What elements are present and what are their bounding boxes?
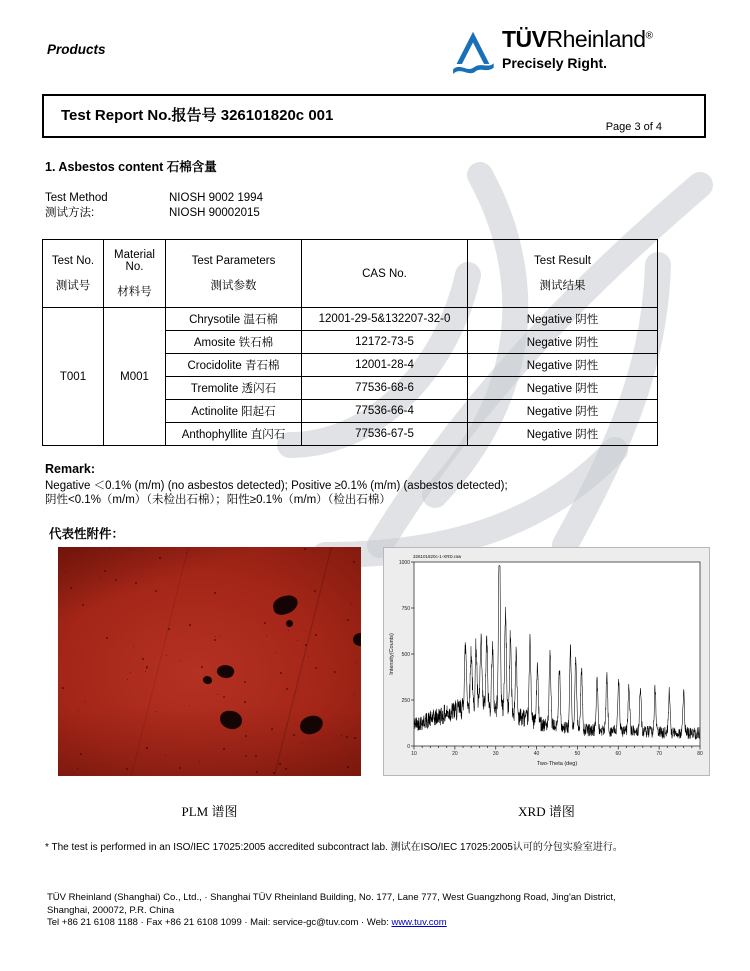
plm-speck	[142, 658, 144, 660]
test-method-value-1: NIOSH 9002 1994	[169, 192, 263, 204]
plm-speck	[356, 662, 357, 663]
plm-speck	[275, 652, 276, 653]
plm-speck	[70, 587, 72, 589]
cell-material-no: M001	[104, 308, 166, 446]
cell-cas: 12001-28-4	[302, 354, 468, 377]
cell-parameter: Crocidolite 青石棉	[166, 354, 302, 377]
plm-speck	[245, 735, 247, 737]
footer-contacts: Tel +86 21 6108 1188 · Fax +86 21 6108 1099 · Mail: service-gc@tuv.com · Web:	[47, 917, 392, 928]
plm-speck	[199, 761, 200, 762]
plm-speck	[293, 734, 295, 736]
plm-speck	[264, 622, 266, 624]
tuv-website-link[interactable]: www.tuv.com	[391, 917, 447, 928]
plm-speck	[104, 570, 106, 572]
plm-speck	[286, 688, 288, 690]
svg-text:500: 500	[401, 651, 410, 658]
plm-speck	[146, 747, 148, 749]
svg-text:40: 40	[533, 751, 540, 757]
plm-speck	[266, 635, 267, 636]
plm-speck	[129, 549, 130, 550]
products-label: Products	[47, 42, 106, 57]
plm-speck	[214, 639, 216, 641]
cell-cas: 12001-29-5&132207-32-0	[302, 308, 468, 331]
cell-result: Negative 阴性	[468, 331, 658, 354]
plm-speck	[115, 579, 117, 581]
plm-speck	[126, 768, 128, 770]
plm-speck	[341, 735, 342, 736]
plm-speck	[133, 646, 134, 647]
plm-speck	[146, 666, 148, 668]
attachment-heading: 代表性附件：	[49, 527, 125, 541]
svg-text:80: 80	[697, 751, 703, 757]
plm-speck	[159, 557, 161, 559]
xrd-chart	[384, 548, 709, 775]
svg-text:Intensity(Counts): Intensity(Counts)	[389, 633, 395, 675]
cell-cas: 77536-67-5	[302, 423, 468, 446]
svg-text:750: 750	[401, 605, 410, 612]
plm-speck	[80, 753, 82, 755]
plm-speck	[354, 694, 355, 695]
plm-speck	[155, 590, 157, 592]
plm-particle	[203, 676, 212, 684]
footer-line-1: TÜV Rheinland (Shanghai) Co., Ltd., · Shanghai TÜV Rheinland Building, No. 177, Lane 777, West Guangzhong Road, Jing'an District,	[47, 892, 616, 903]
plm-speck	[223, 696, 225, 698]
plm-speck	[285, 768, 287, 770]
svg-text:70: 70	[656, 751, 662, 757]
xrd-caption: XRD 谱图	[518, 804, 575, 819]
plm-speck	[106, 637, 108, 639]
cell-parameter: Tremolite 透闪石	[166, 377, 302, 400]
plm-speck	[314, 590, 316, 592]
tuv-rheinland-logo	[450, 28, 652, 80]
plm-speck	[315, 667, 317, 669]
plm-speck	[288, 630, 289, 631]
plm-speck	[220, 635, 221, 636]
plm-speck	[351, 603, 352, 604]
plm-speck	[302, 742, 303, 743]
cell-cas: 77536-68-6	[302, 377, 468, 400]
plm-speck	[223, 748, 225, 750]
plm-speck	[214, 592, 216, 594]
plm-micrograph	[58, 547, 361, 776]
col-material-no: Material No. 材料号	[104, 240, 166, 308]
svg-text:250: 250	[401, 697, 410, 704]
plm-speck	[354, 737, 356, 739]
plm-speck	[273, 772, 275, 774]
footer-address	[47, 892, 616, 930]
svg-text:1000: 1000	[398, 559, 410, 566]
plm-speck	[145, 671, 146, 672]
plm-speck	[179, 767, 181, 769]
cell-parameter: Chrysotile 温石棉	[166, 308, 302, 331]
tuv-triangle-icon	[450, 28, 496, 80]
title-box	[42, 94, 706, 138]
brand-tagline: Precisely Right.	[502, 55, 608, 71]
plm-speck	[315, 634, 317, 636]
table-header-row	[43, 240, 658, 308]
plm-speck	[100, 577, 101, 578]
plm-speck	[305, 644, 307, 646]
plm-speck	[353, 561, 355, 563]
svg-text:0: 0	[407, 743, 410, 750]
plm-speck	[280, 672, 282, 674]
plm-particle	[299, 714, 324, 735]
test-method-value-2: NIOSH 90002015	[169, 206, 260, 219]
plm-particle	[353, 633, 361, 646]
plm-particle	[271, 594, 299, 617]
cell-parameter: Anthophyllite 直闪石	[166, 423, 302, 446]
plm-speck	[168, 628, 170, 630]
plm-speck	[109, 548, 110, 549]
plm-speck	[306, 722, 308, 724]
test-method-label-zh: 测试方法:	[45, 206, 95, 219]
plm-speck	[244, 701, 246, 703]
section-heading: 1. Asbestos content 石棉含量	[45, 160, 217, 174]
report-title: Test Report No.报告号 326101820c 001	[61, 107, 334, 124]
svg-text:50: 50	[574, 751, 581, 757]
plm-speck	[180, 660, 181, 661]
plm-speck	[166, 655, 167, 656]
plm-particle	[216, 663, 236, 680]
plm-speck	[189, 705, 190, 706]
col-cas-no: CAS No.	[302, 240, 468, 308]
plm-speck	[146, 668, 147, 669]
svg-text:10: 10	[411, 751, 417, 757]
cell-result: Negative 阴性	[468, 423, 658, 446]
plm-speck	[308, 656, 309, 657]
plm-speck	[244, 681, 246, 683]
plm-speck	[347, 619, 349, 621]
plm-speck	[130, 672, 131, 673]
results-table	[42, 239, 658, 446]
col-test-no: Test No. 测试号	[43, 240, 104, 308]
brand-tuv: TÜV	[502, 26, 547, 52]
plm-speck	[245, 755, 247, 757]
plm-speck	[271, 728, 273, 730]
cell-parameter: Amosite 铁石棉	[166, 331, 302, 354]
plm-speck	[189, 624, 191, 626]
plm-speck	[165, 755, 166, 756]
cell-parameter: Actinolite 阳起石	[166, 400, 302, 423]
plm-speck	[127, 679, 128, 680]
plm-particle	[286, 620, 293, 627]
cell-result: Negative 阴性	[468, 400, 658, 423]
plm-speck	[346, 736, 348, 738]
plm-speck	[201, 666, 203, 668]
plm-speck	[156, 711, 157, 712]
svg-text:20: 20	[452, 751, 458, 757]
remark-heading: Remark:	[45, 462, 96, 476]
plm-speck	[215, 636, 216, 637]
footer-line-2: Shanghai, 200072, P.R. China	[47, 904, 175, 916]
plm-scratch	[257, 547, 336, 776]
cell-result: Negative 阴性	[468, 308, 658, 331]
plm-particle	[219, 710, 243, 730]
cell-result: Negative 阴性	[468, 377, 658, 400]
page-number: Page 3 of 4	[605, 121, 662, 133]
plm-speck	[279, 763, 281, 765]
remark-line-zh: 阴性<0.1%（m/m）（未检出石棉）；阳性≥0.1%（m/m）（检出石棉）	[45, 494, 391, 506]
plm-speck	[85, 701, 86, 702]
xrd-figure	[383, 547, 710, 776]
svg-text:Two-Theta (deg): Two-Theta (deg)	[536, 761, 578, 767]
remark-line-en: Negative ＜0.1% (m/m) (no asbestos detected); Positive ≥0.1% (m/m) (asbestos detected);	[45, 479, 508, 492]
cell-result: Negative 阴性	[468, 354, 658, 377]
remark-block	[45, 462, 508, 508]
test-method-block	[45, 191, 263, 220]
plm-speck	[217, 694, 218, 695]
test-method-label-en: Test Method	[45, 192, 108, 204]
cell-test-no: T001	[43, 308, 104, 446]
cell-cas: 12172-73-5	[302, 331, 468, 354]
plm-speck	[82, 604, 84, 606]
plm-speck	[65, 571, 66, 572]
plm-speck	[334, 671, 336, 673]
col-test-parameters: Test Parameters 测试参数	[166, 240, 302, 308]
col-test-result: Test Result 测试结果	[468, 240, 658, 308]
plm-speck	[78, 710, 79, 711]
plm-speck	[347, 766, 349, 768]
footer-line-3	[47, 917, 616, 930]
cell-cas: 77536-66-4	[302, 400, 468, 423]
plm-caption: PLM 谱图	[181, 804, 238, 819]
brand-rheinland: Rheinland	[546, 26, 646, 52]
plm-speck	[62, 687, 64, 689]
registered-mark: ®	[645, 30, 653, 42]
footnote: * The test is performed in an ISO/IEC 17025:2005 accredited subcontract lab. 测试在ISO/IEC 17025:2005认可的分包实验室进行。	[45, 842, 623, 853]
svg-text:30: 30	[492, 751, 499, 757]
plm-speck	[256, 771, 258, 773]
svg-text:60: 60	[615, 751, 622, 757]
table-row	[43, 308, 658, 331]
plm-speck	[304, 548, 306, 550]
plm-scratch	[114, 547, 193, 776]
brand-name	[502, 28, 652, 51]
plm-speck	[255, 755, 257, 757]
svg-text:326101820c-1-XRD.raw: 326101820c-1-XRD.raw	[413, 554, 462, 559]
plm-speck	[135, 582, 137, 584]
plm-speck	[297, 640, 298, 641]
plm-speck	[77, 768, 78, 769]
